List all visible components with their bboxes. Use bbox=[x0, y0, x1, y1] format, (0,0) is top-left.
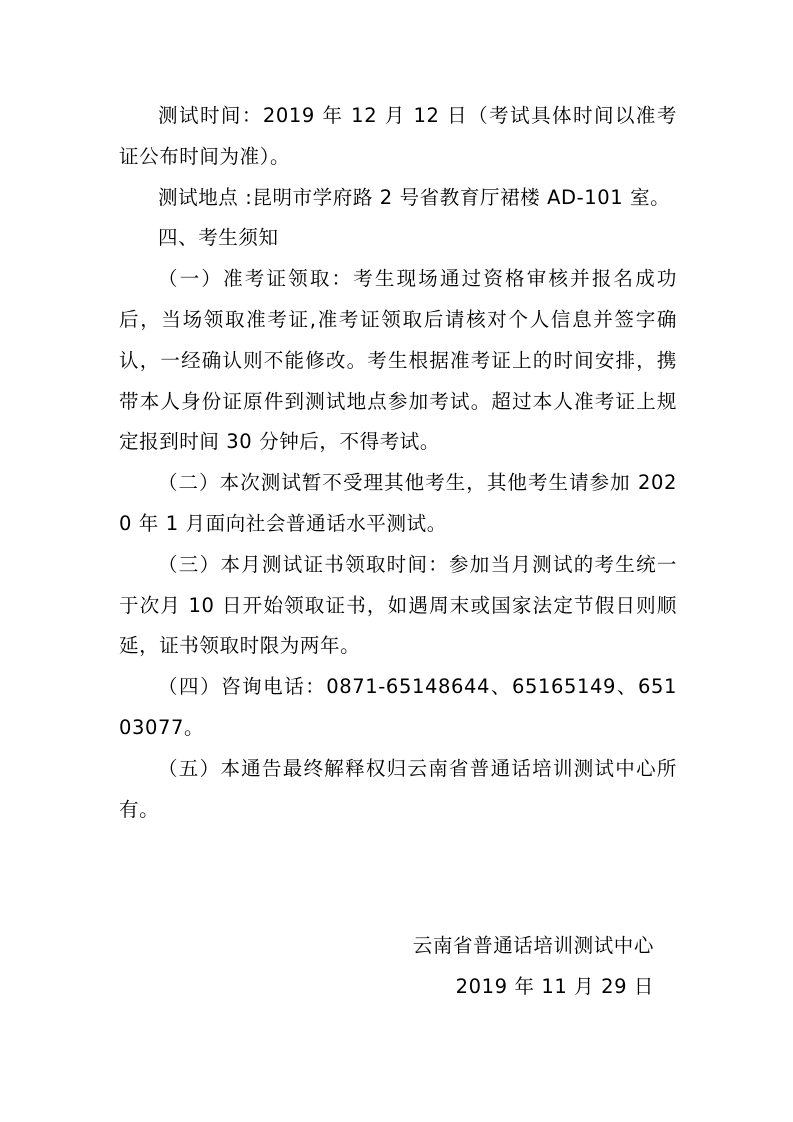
interpretation-rights-paragraph: （五）本通告最终解释权归云南省普通话培训测试中心所有。 bbox=[119, 756, 677, 821]
section-heading-candidate-notice: 四、考生须知 bbox=[158, 226, 279, 250]
notice-body bbox=[119, 96, 677, 830]
signature-organization: 云南省普通话培训测试中心 bbox=[412, 934, 654, 957]
certificate-collection-paragraph: （三）本月测试证书领取时间：参加当月测试的考生统一于次月 10 日开始领取证书，如遇周末或国家法定节假日则顺延，证书领取时限为两年。 bbox=[119, 552, 677, 658]
other-candidates-paragraph: （二）本次测试暂不受理其他考生，其他考生请参加 2020 年 1 月面向社会普通话水平测试。 bbox=[119, 471, 677, 535]
test-time-paragraph: 测试时间：2019 年 12 月 12 日（考试具体时间以准考证公布时间为准）。 bbox=[119, 104, 677, 168]
admission-ticket-paragraph: （一）准考证领取：考生现场通过资格审核并报名成功后，当场领取准考证,准考证领取后请核对个人信息并签字确认，一经确认则不能修改。考生根据准考证上的时间安排，携带本人身份证原件到测试地点参加考试。超过本人准考证上规定报到时间 30 分钟后，不得考试。 bbox=[119, 267, 677, 454]
signature-date: 2019 年 11 月 29 日 bbox=[455, 974, 654, 998]
signature-block bbox=[413, 926, 654, 1008]
contact-phone-paragraph: （四）咨询电话：0871-65148644、65165149、65103077。 bbox=[119, 675, 677, 739]
test-location-paragraph: 测试地点 :昆明市学府路 2 号省教育厅裙楼 AD-101 室。 bbox=[158, 185, 671, 209]
